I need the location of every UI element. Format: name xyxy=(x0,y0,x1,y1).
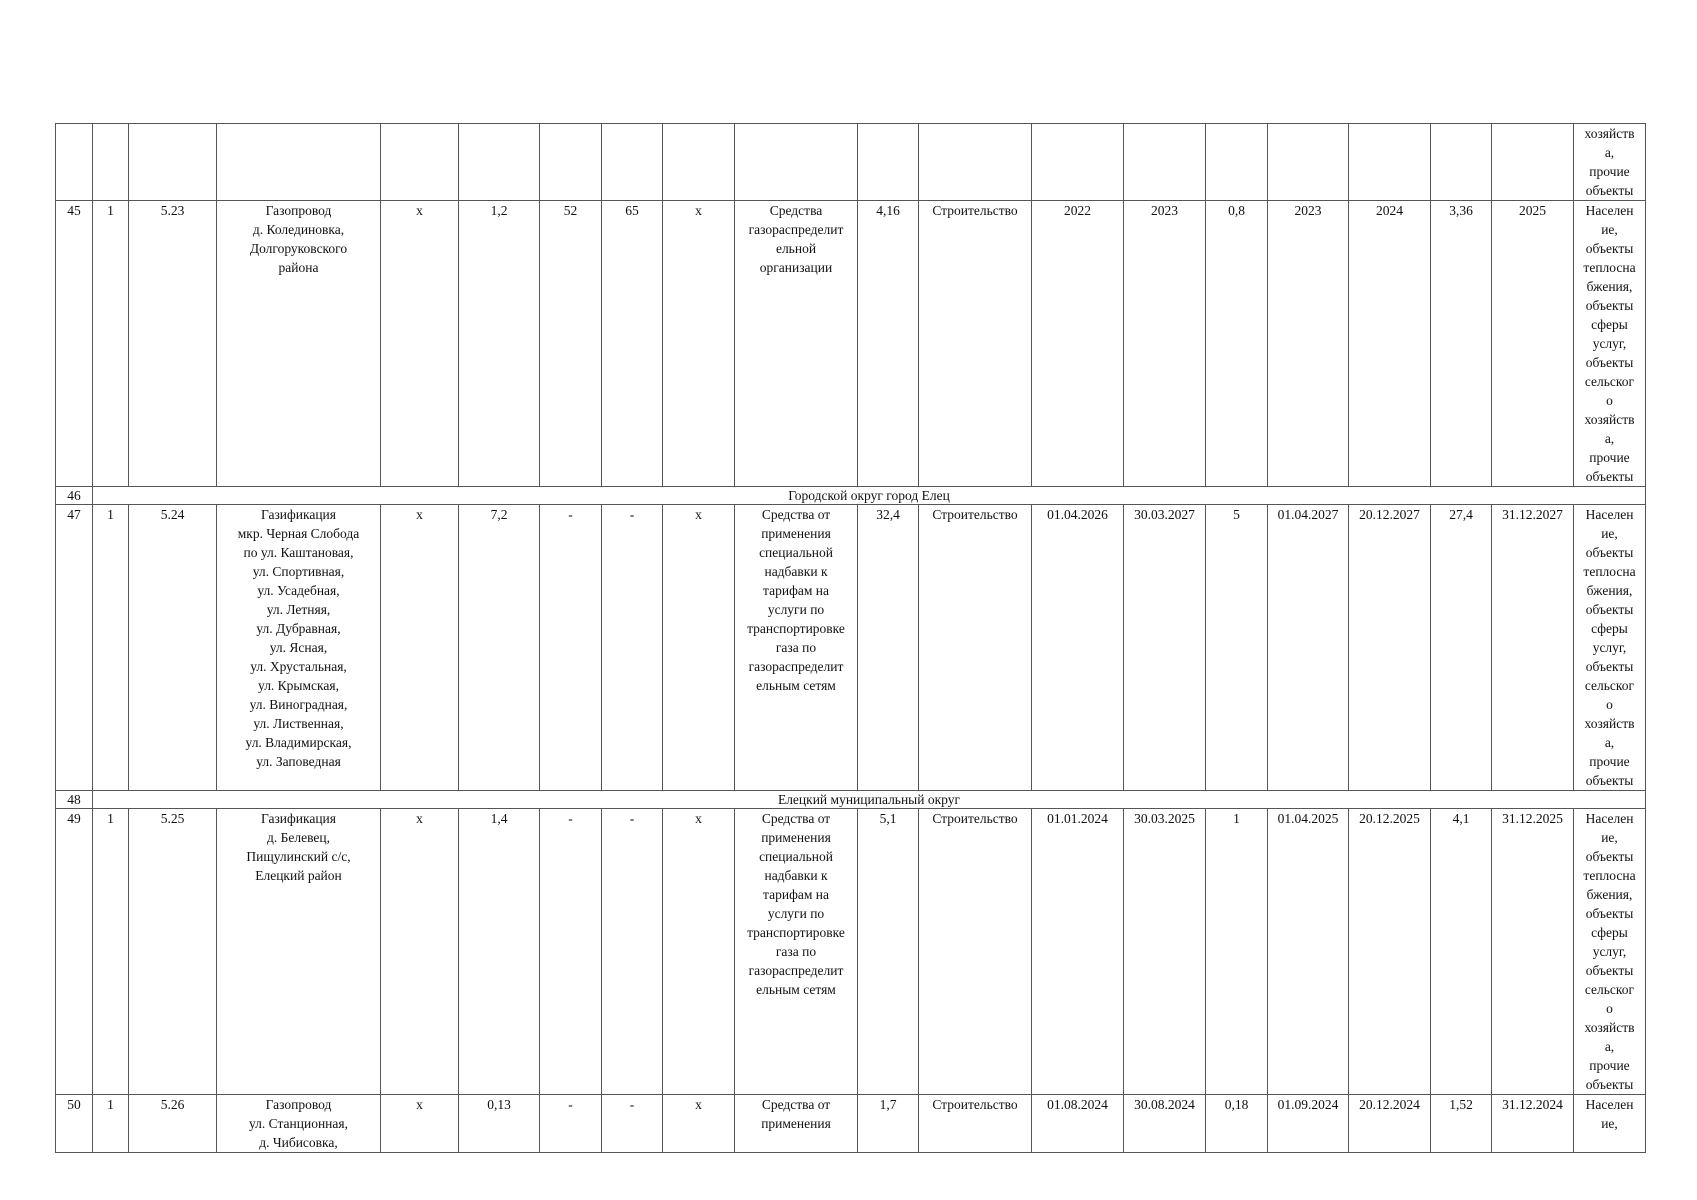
length-cell: 7,2 xyxy=(459,505,540,791)
date-cell: 01.09.2024 xyxy=(1268,1095,1349,1153)
date-cell: 20.12.2025 xyxy=(1349,809,1431,1095)
funding-source: Средства газораспределит ельной организации xyxy=(735,201,858,487)
cell: - xyxy=(602,809,663,1095)
value-cell: 5 xyxy=(1206,505,1268,791)
work-type: Строительство xyxy=(919,505,1032,791)
cell: х xyxy=(381,809,459,1095)
work-type: Строительство xyxy=(919,201,1032,487)
cell: 1 xyxy=(93,505,129,791)
purpose-cell: хозяйств а, прочие объекты xyxy=(1574,124,1646,201)
cell: х xyxy=(381,505,459,791)
row-number: 50 xyxy=(56,1095,93,1153)
date-cell: 31.12.2027 xyxy=(1492,505,1574,791)
date-cell: 20.12.2024 xyxy=(1349,1095,1431,1153)
row-number: 48 xyxy=(56,791,93,809)
date-cell: 20.12.2027 xyxy=(1349,505,1431,791)
gas-program-table xyxy=(55,123,1646,1153)
item-code: 5.24 xyxy=(129,505,217,791)
funding-source: Средства от применения xyxy=(735,1095,858,1153)
object-name: Газопровод ул. Станционная, д. Чибисовка, xyxy=(217,1095,381,1153)
purpose-cell: Населен ие, объекты теплосна бжения, объекты сферы услуг, объекты сельског о хозяйств а, прочие объекты xyxy=(1574,201,1646,487)
cell: х xyxy=(381,201,459,487)
value-cell: 0,8 xyxy=(1206,201,1268,487)
date-cell: 2023 xyxy=(1124,201,1206,487)
cost-cell: 1,7 xyxy=(858,1095,919,1153)
date-cell: 01.04.2026 xyxy=(1032,505,1124,791)
date-cell: 2023 xyxy=(1268,201,1349,487)
cell: - xyxy=(540,809,602,1095)
purpose-cell: Населен ие, xyxy=(1574,1095,1646,1153)
cell: х xyxy=(663,809,735,1095)
purpose-cell: Населен ие, объекты теплосна бжения, объекты сферы услуг, объекты сельског о хозяйств а, прочие объекты xyxy=(1574,809,1646,1095)
funding-source: Средства от применения специальной надбавки к тарифам на услуги по транспортировке газа по газораспределит ельным сетям xyxy=(735,809,858,1095)
table-row xyxy=(56,505,1646,791)
date-cell: 01.08.2024 xyxy=(1032,1095,1124,1153)
table-row xyxy=(56,809,1646,1095)
purpose-cell: Населен ие, объекты теплосна бжения, объекты сферы услуг, объекты сельског о хозяйств а, прочие объекты xyxy=(1574,505,1646,791)
value-cell: 0,18 xyxy=(1206,1095,1268,1153)
object-name: Газификация д. Белевец, Пищулинский с/с, Елецкий район xyxy=(217,809,381,1095)
cell: 1 xyxy=(93,809,129,1095)
table-row xyxy=(56,1095,1646,1153)
date-cell: 31.12.2025 xyxy=(1492,809,1574,1095)
date-cell: 30.03.2025 xyxy=(1124,809,1206,1095)
cell: - xyxy=(540,505,602,791)
cell: - xyxy=(602,505,663,791)
table-row xyxy=(56,124,1646,201)
date-cell: 2024 xyxy=(1349,201,1431,487)
item-code: 5.23 xyxy=(129,201,217,487)
item-code: 5.26 xyxy=(129,1095,217,1153)
value-cell: 3,36 xyxy=(1431,201,1492,487)
object-name: Газификация мкр. Черная Слобода по ул. Каштановая, ул. Спортивная, ул. Усадебная, ул. Летняя, ул. Дубравная, ул. Ясная, ул. Хрустальная, ул. Крымская, ул. Виноградная, ул. Лиственная, ул. Владимирская, ул. Заповедная xyxy=(217,505,381,791)
length-cell: 1,2 xyxy=(459,201,540,487)
cost-cell: 32,4 xyxy=(858,505,919,791)
work-type: Строительство xyxy=(919,809,1032,1095)
value-cell: 1 xyxy=(1206,809,1268,1095)
funding-source: Средства от применения специальной надбавки к тарифам на услуги по транспортировке газа по газораспределит ельным сетям xyxy=(735,505,858,791)
length-cell: 1,4 xyxy=(459,809,540,1095)
cell: - xyxy=(602,1095,663,1153)
cost-cell: 5,1 xyxy=(858,809,919,1095)
document-page xyxy=(55,123,1646,1153)
cell: 65 xyxy=(602,201,663,487)
object-name: Газопровод д. Колединовка, Долгоруковского района xyxy=(217,201,381,487)
row-number: 47 xyxy=(56,505,93,791)
section-row xyxy=(56,487,1646,505)
cost-cell: 4,16 xyxy=(858,201,919,487)
date-cell: 31.12.2024 xyxy=(1492,1095,1574,1153)
date-cell: 01.01.2024 xyxy=(1032,809,1124,1095)
cell: х xyxy=(381,1095,459,1153)
row-number: 46 xyxy=(56,487,93,505)
cell: х xyxy=(663,505,735,791)
date-cell: 30.08.2024 xyxy=(1124,1095,1206,1153)
value-cell: 27,4 xyxy=(1431,505,1492,791)
length-cell: 0,13 xyxy=(459,1095,540,1153)
value-cell: 4,1 xyxy=(1431,809,1492,1095)
cell: - xyxy=(540,1095,602,1153)
work-type: Строительство xyxy=(919,1095,1032,1153)
cell: 1 xyxy=(93,1095,129,1153)
cell: х xyxy=(663,201,735,487)
date-cell: 01.04.2025 xyxy=(1268,809,1349,1095)
cell: 52 xyxy=(540,201,602,487)
section-title: Елецкий муниципальный округ xyxy=(93,791,1646,809)
row-number: 49 xyxy=(56,809,93,1095)
section-row xyxy=(56,791,1646,809)
date-cell: 2022 xyxy=(1032,201,1124,487)
table-row xyxy=(56,201,1646,487)
item-code: 5.25 xyxy=(129,809,217,1095)
date-cell: 01.04.2027 xyxy=(1268,505,1349,791)
date-cell: 2025 xyxy=(1492,201,1574,487)
row-number: 45 xyxy=(56,201,93,487)
section-title: Городской округ город Елец xyxy=(93,487,1646,505)
date-cell: 30.03.2027 xyxy=(1124,505,1206,791)
cell: 1 xyxy=(93,201,129,487)
cell: х xyxy=(663,1095,735,1153)
value-cell: 1,52 xyxy=(1431,1095,1492,1153)
